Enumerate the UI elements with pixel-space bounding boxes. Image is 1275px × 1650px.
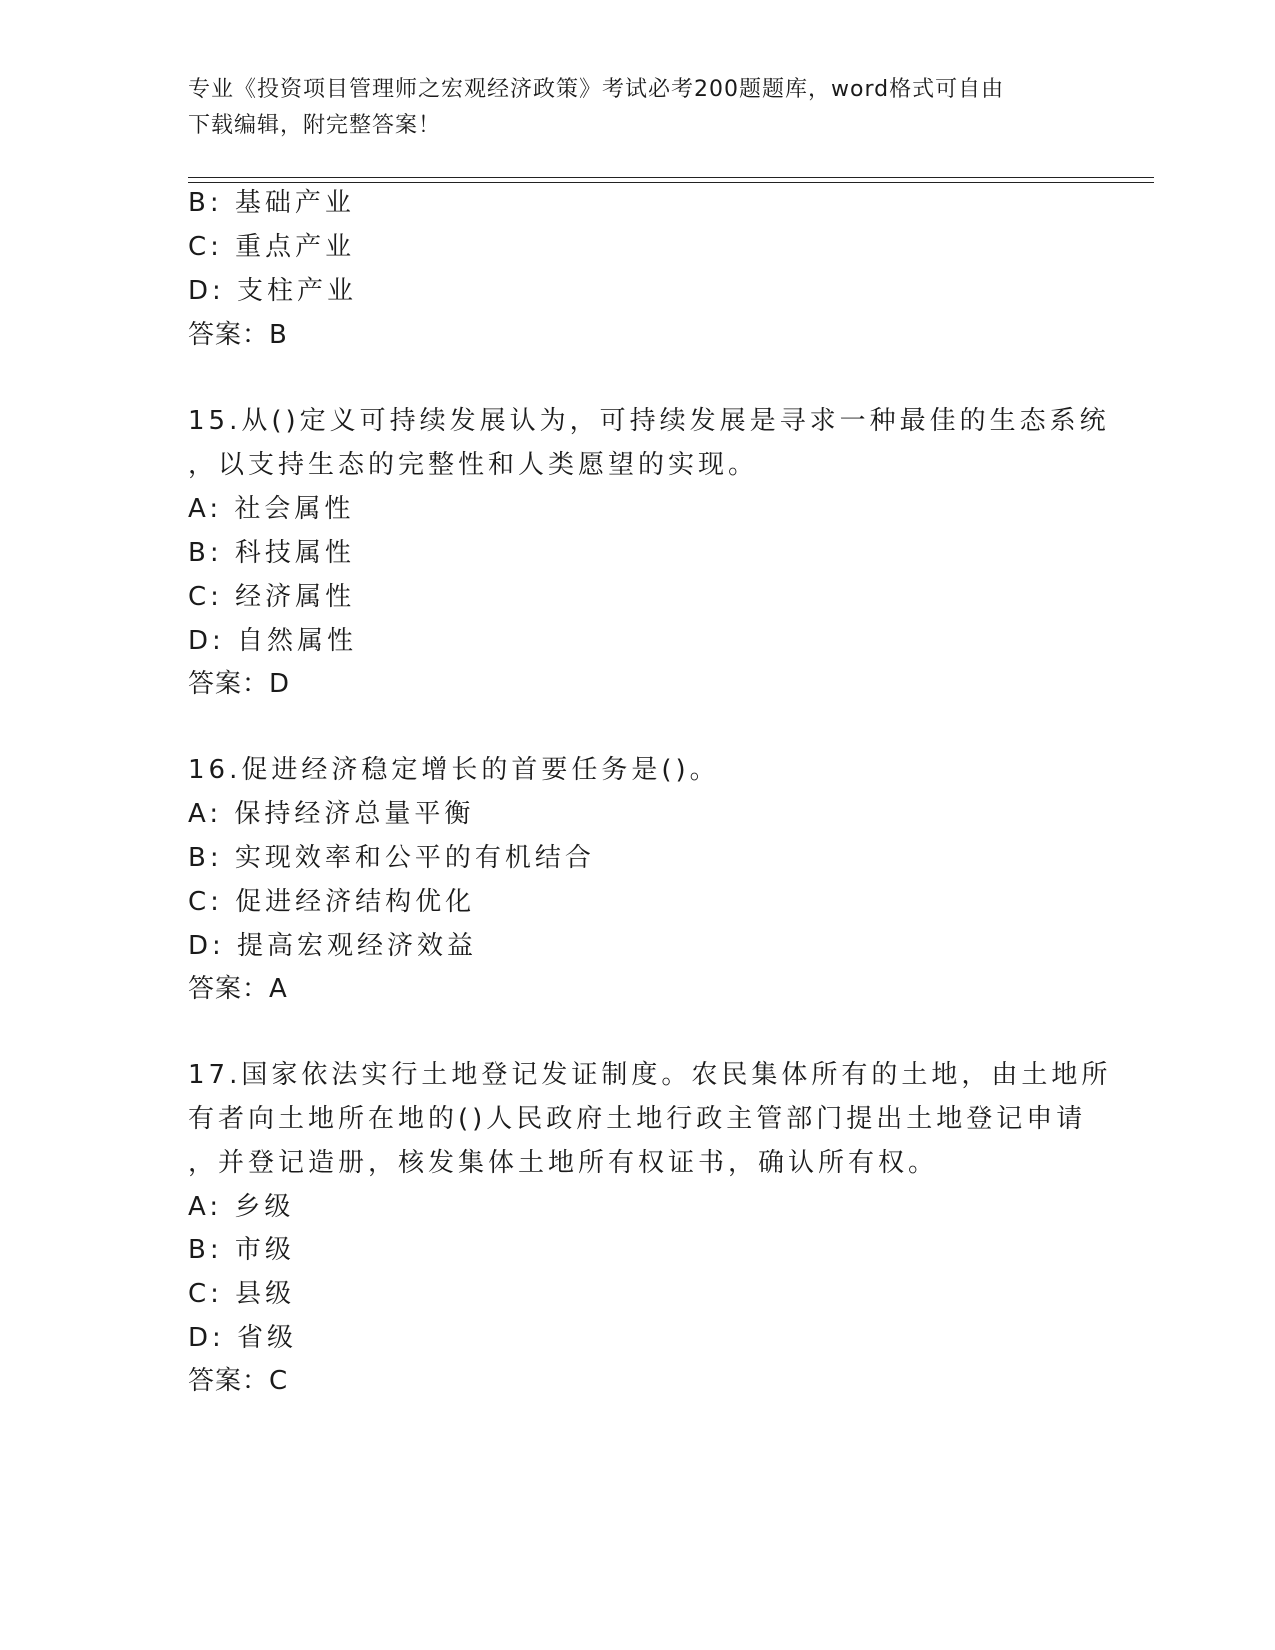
q17-option-b: B: 市级 — [188, 1235, 295, 1265]
q17-stem-line-3: ，并登记造册，核发集体土地所有权证书，确认所有权。 — [188, 1148, 939, 1178]
q15-stem-line-2: ，以支持生态的完整性和人类愿望的实现。 — [188, 450, 759, 480]
header-rule-top — [188, 177, 1154, 178]
q17-stem-line-2: 有者向土地所在地的()人民政府土地行政主管部门提出土地登记申请 — [188, 1104, 1087, 1134]
q17-option-a: A: 乡级 — [188, 1192, 295, 1222]
q15-option-b: B: 科技属性 — [188, 538, 355, 568]
q15-option-a: A: 社会属性 — [188, 494, 355, 524]
header-line-2: 下载编辑，附完整答案！ — [188, 113, 442, 138]
q16-option-a: A: 保持经济总量平衡 — [188, 799, 475, 829]
q15-answer: 答案：D — [188, 669, 291, 699]
q16-option-c: C: 促进经济结构优化 — [188, 887, 476, 917]
q15-option-d: D: 自然属性 — [188, 626, 358, 656]
header-line-1: 专业《投资项目管理师之宏观经济政策》考试必考200题题库，word格式可自由 — [188, 77, 1005, 102]
q16-option-b: B: 实现效率和公平的有机结合 — [188, 843, 595, 873]
q16-option-d: D: 提高宏观经济效益 — [188, 931, 478, 961]
q14-answer: 答案：B — [188, 320, 288, 350]
q14-option-b: B: 基础产业 — [188, 188, 355, 218]
q15-option-c: C: 经济属性 — [188, 582, 356, 612]
q17-answer: 答案：C — [188, 1366, 289, 1396]
q16-answer: 答案：A — [188, 974, 288, 1004]
q17-option-d: D: 省级 — [188, 1323, 298, 1353]
q16-stem-line-1: 16.促进经济稳定增长的首要任务是()。 — [188, 755, 720, 785]
q14-option-c: C: 重点产业 — [188, 232, 356, 262]
q17-option-c: C: 县级 — [188, 1279, 296, 1309]
q17-stem-line-1: 17.国家依法实行土地登记发证制度。农民集体所有的土地，由土地所 — [188, 1060, 1112, 1090]
header-rule-bottom — [188, 182, 1154, 183]
q14-option-d: D: 支柱产业 — [188, 276, 358, 306]
document-header — [188, 72, 1088, 144]
q15-stem-line-1: 15.从()定义可持续发展认为，可持续发展是寻求一种最佳的生态系统 — [188, 406, 1110, 436]
